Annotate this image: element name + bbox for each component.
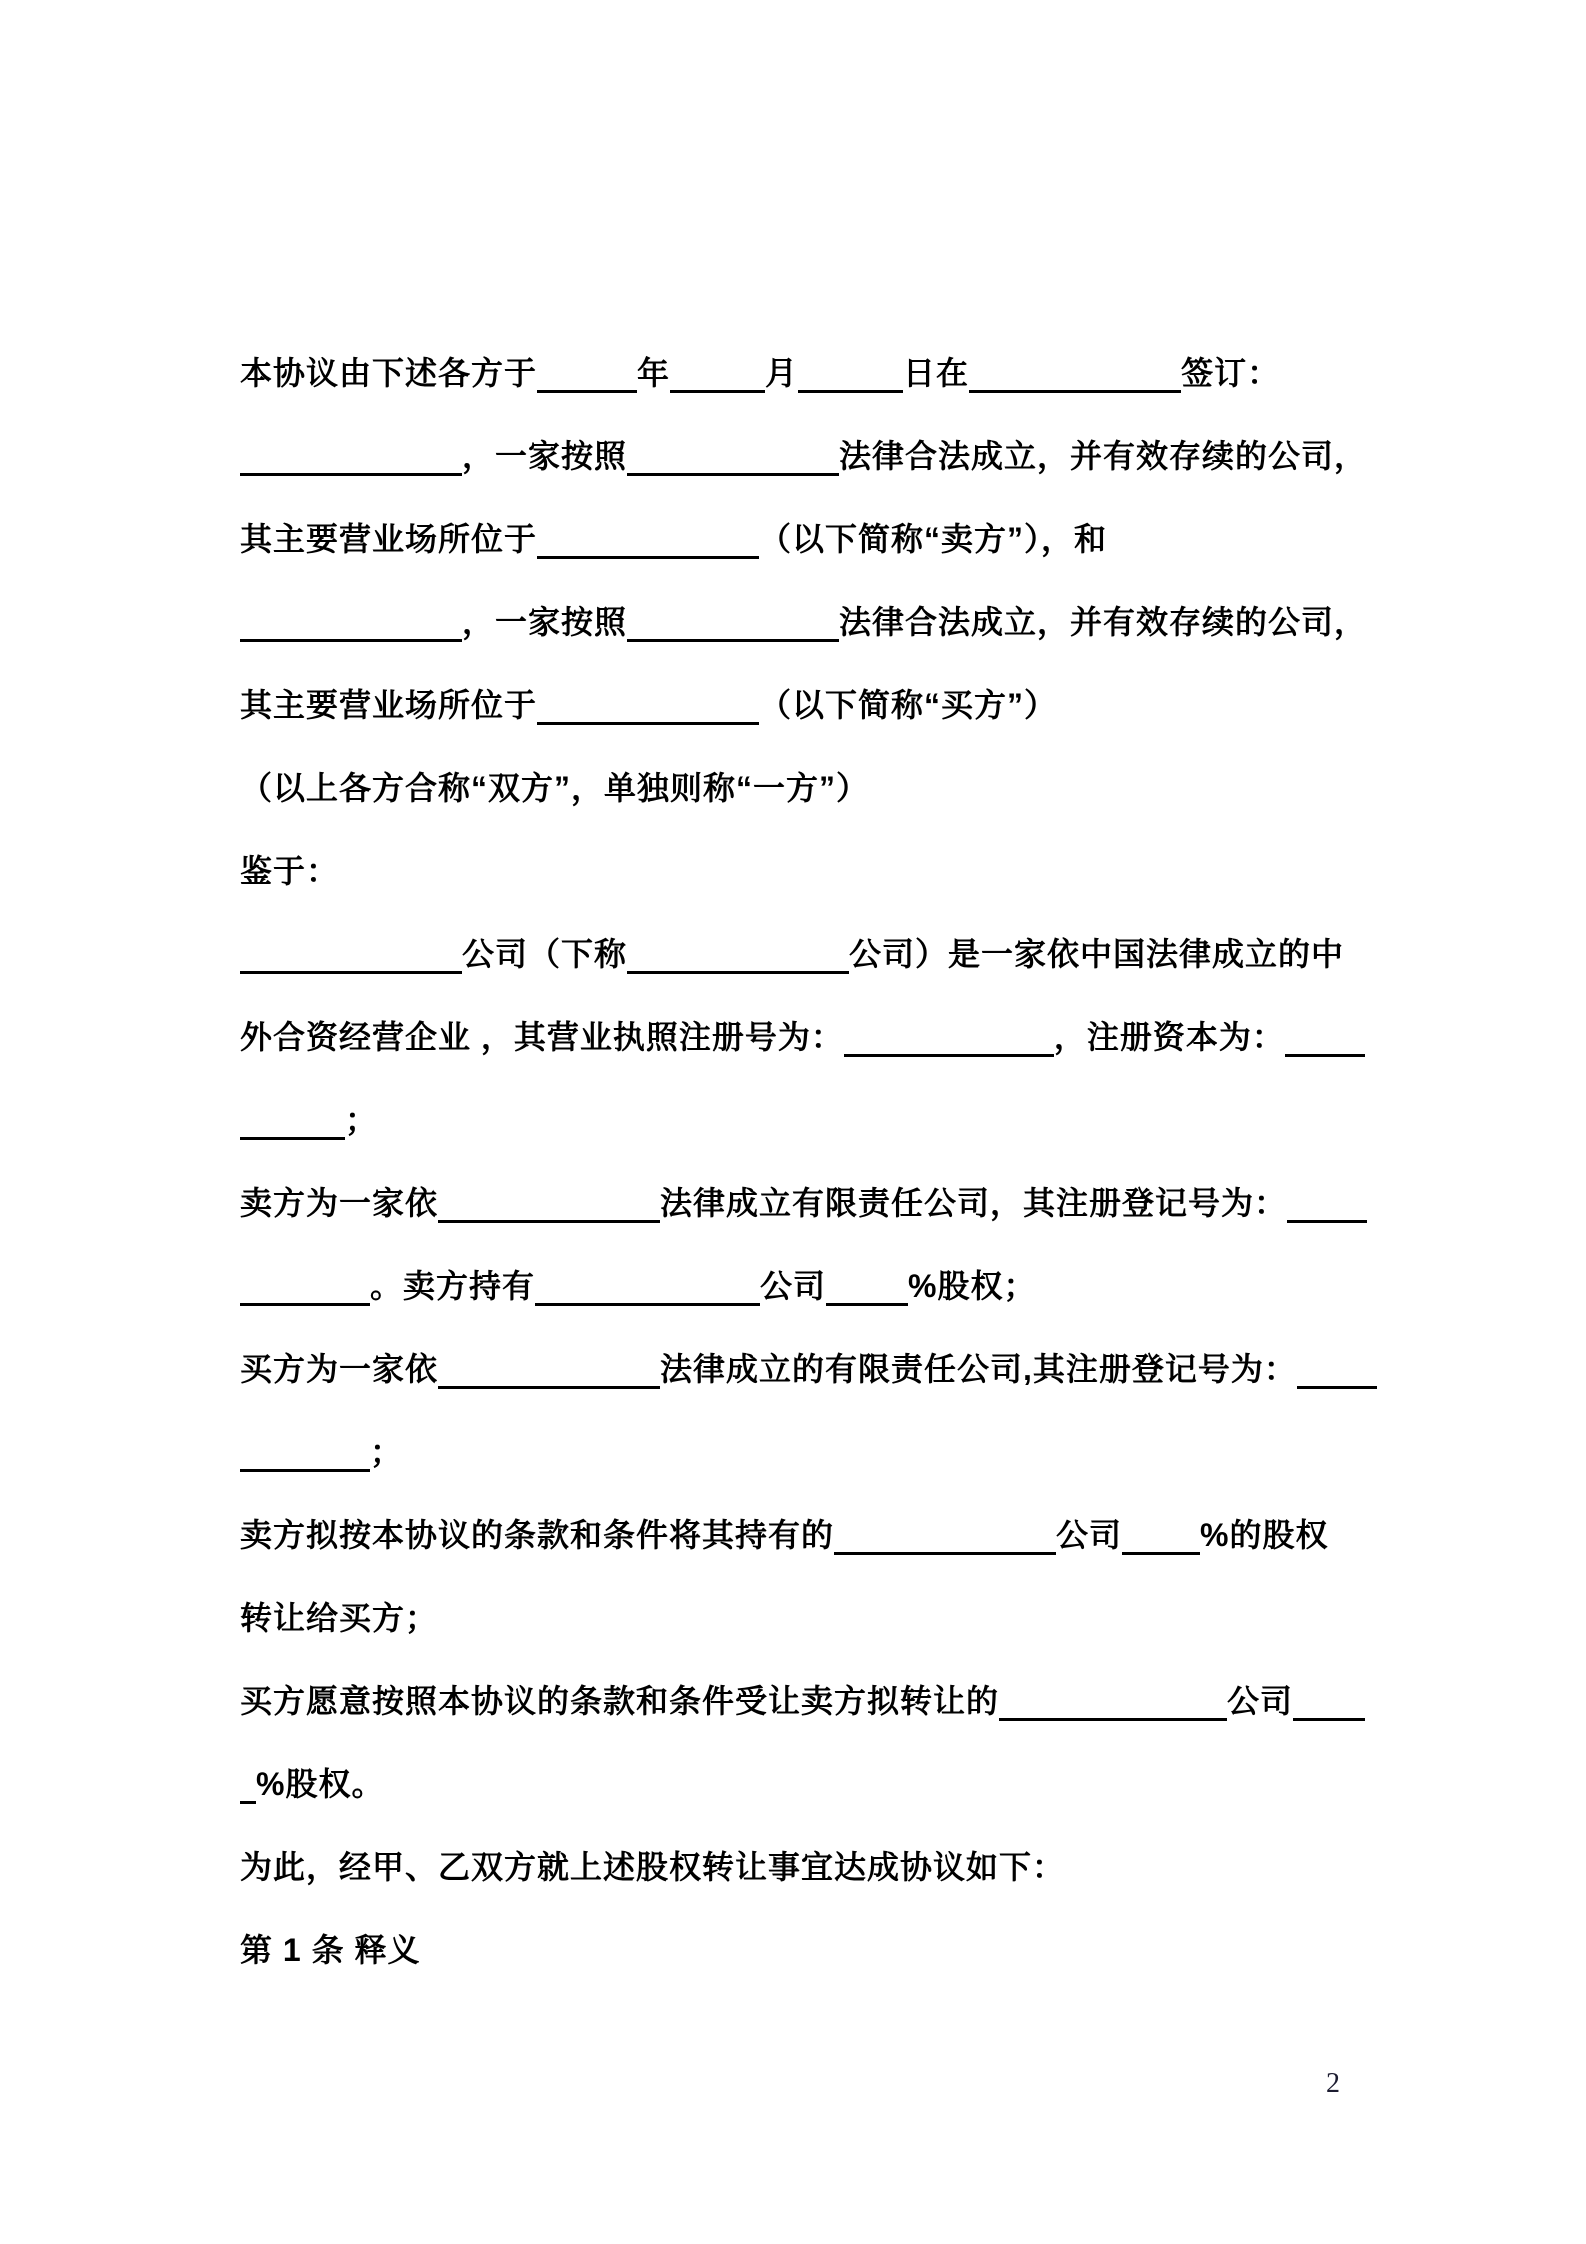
text-run: 其主要营业场所位于 — [240, 521, 538, 557]
text-run: 日在 — [903, 355, 970, 391]
blank-underline-field — [535, 1271, 760, 1306]
text-run: （以上各方合称“双方”，单独则称“一方”） — [240, 770, 870, 806]
text-run: 年 — [637, 355, 671, 391]
line-transfer-intent — [240, 1494, 1346, 1577]
blank-underline-field — [1297, 1354, 1377, 1389]
line-buyer-acceptance — [240, 1660, 1346, 1743]
line-seller-description — [240, 1162, 1346, 1245]
blank-underline-field — [240, 939, 462, 974]
text-run: 法律成立的有限责任公司,其注册登记号为： — [660, 1351, 1297, 1387]
text-run: 鉴于： — [240, 853, 340, 889]
blank-underline-field — [240, 1437, 370, 1472]
text-run: 法律合法成立，并有效存续的公司， — [839, 438, 1368, 474]
text-run: 签订： — [1181, 355, 1281, 391]
blank-underline-field — [1285, 1022, 1365, 1057]
text-run: ； — [370, 1434, 404, 1470]
line-seller-address — [240, 498, 1346, 581]
text-run: %的股权 — [1200, 1517, 1329, 1553]
blank-underline-field — [627, 939, 849, 974]
text-run: 。卖方持有 — [370, 1268, 536, 1304]
line-buyer-acceptance-cont — [240, 1743, 1346, 1826]
line-buyer-incorporation — [240, 581, 1368, 664]
blank-underline-field — [670, 358, 765, 393]
text-run: ，一家按照 — [462, 438, 628, 474]
line-whereas — [240, 830, 1346, 913]
line-seller-incorporation — [240, 415, 1368, 498]
line-company-registration — [240, 996, 1346, 1079]
blank-underline-field — [240, 607, 462, 642]
text-run: ； — [345, 1102, 379, 1138]
line-signing-date — [240, 332, 1346, 415]
line-parties-definition — [240, 747, 1346, 830]
blank-underline-field — [537, 358, 637, 393]
line-buyer-description — [240, 1328, 1346, 1411]
line-agreement-preamble — [240, 1826, 1346, 1909]
blank-underline-field — [627, 607, 839, 642]
text-run: 转让给买方； — [240, 1600, 439, 1636]
blank-underline-field — [834, 1520, 1056, 1555]
blank-underline-field — [1122, 1520, 1200, 1555]
blank-underline-field — [844, 1022, 1054, 1057]
page-number: 2 — [1326, 2068, 1340, 2099]
blank-underline-field — [1287, 1188, 1367, 1223]
line-company-registration-cont — [240, 1079, 1346, 1162]
text-run: 法律成立有限责任公司，其注册登记号为： — [660, 1185, 1288, 1221]
text-run: %股权； — [908, 1268, 1037, 1304]
line-seller-shareholding — [240, 1245, 1346, 1328]
text-run: 公司）是一家依中国法律成立的中 — [849, 936, 1345, 972]
text-run: 第 1 条 释义 — [240, 1932, 421, 1968]
text-run: 公司 — [1227, 1683, 1294, 1719]
text-run: ，注册资本为： — [1053, 1019, 1285, 1055]
text-run: （以下简称“买方”） — [759, 687, 1058, 723]
line-buyer-address — [240, 664, 1346, 747]
text-run: 买方为一家依 — [240, 1351, 439, 1387]
blank-underline-field — [969, 358, 1181, 393]
blank-underline-field — [438, 1188, 660, 1223]
text-run: 本协议由下述各方于 — [240, 355, 538, 391]
text-run: （以下简称“卖方”），和 — [759, 521, 1108, 557]
blank-underline-field — [537, 690, 759, 725]
text-run: %股权。 — [256, 1766, 385, 1802]
heading-article-1 — [240, 1909, 1346, 1992]
text-run: 公司（下称 — [462, 936, 628, 972]
text-run: 其主要营业场所位于 — [240, 687, 538, 723]
text-run: 外合资经营企业 ，其营业执照注册号为： — [240, 1019, 844, 1055]
text-run: 买方愿意按照本协议的条款和条件受让卖方拟转让的 — [240, 1683, 1000, 1719]
text-run: 为此，经甲、乙双方就上述股权转让事宜达成协议如下： — [240, 1849, 1066, 1885]
blank-underline-field — [240, 1769, 256, 1804]
text-run: 月 — [765, 355, 799, 391]
line-company-intro — [240, 913, 1346, 996]
text-run: 法律合法成立，并有效存续的公司， — [839, 604, 1368, 640]
blank-underline-field — [798, 358, 903, 393]
blank-underline-field — [826, 1271, 908, 1306]
blank-underline-field — [240, 1105, 345, 1140]
blank-underline-field — [1293, 1686, 1365, 1721]
text-run: ，一家按照 — [462, 604, 628, 640]
line-buyer-description-cont — [240, 1411, 1346, 1494]
blank-underline-field — [999, 1686, 1227, 1721]
text-run: 卖方拟按本协议的条款和条件将其持有的 — [240, 1517, 835, 1553]
text-run: 公司 — [1056, 1517, 1123, 1553]
blank-underline-field — [438, 1354, 660, 1389]
blank-underline-field — [240, 441, 462, 476]
blank-underline-field — [627, 441, 839, 476]
line-transfer-intent-cont — [240, 1577, 1346, 1660]
text-run: 公司 — [760, 1268, 827, 1304]
blank-underline-field — [537, 524, 759, 559]
document-body — [240, 332, 1368, 1992]
blank-underline-field — [240, 1271, 370, 1306]
text-run: 卖方为一家依 — [240, 1185, 439, 1221]
